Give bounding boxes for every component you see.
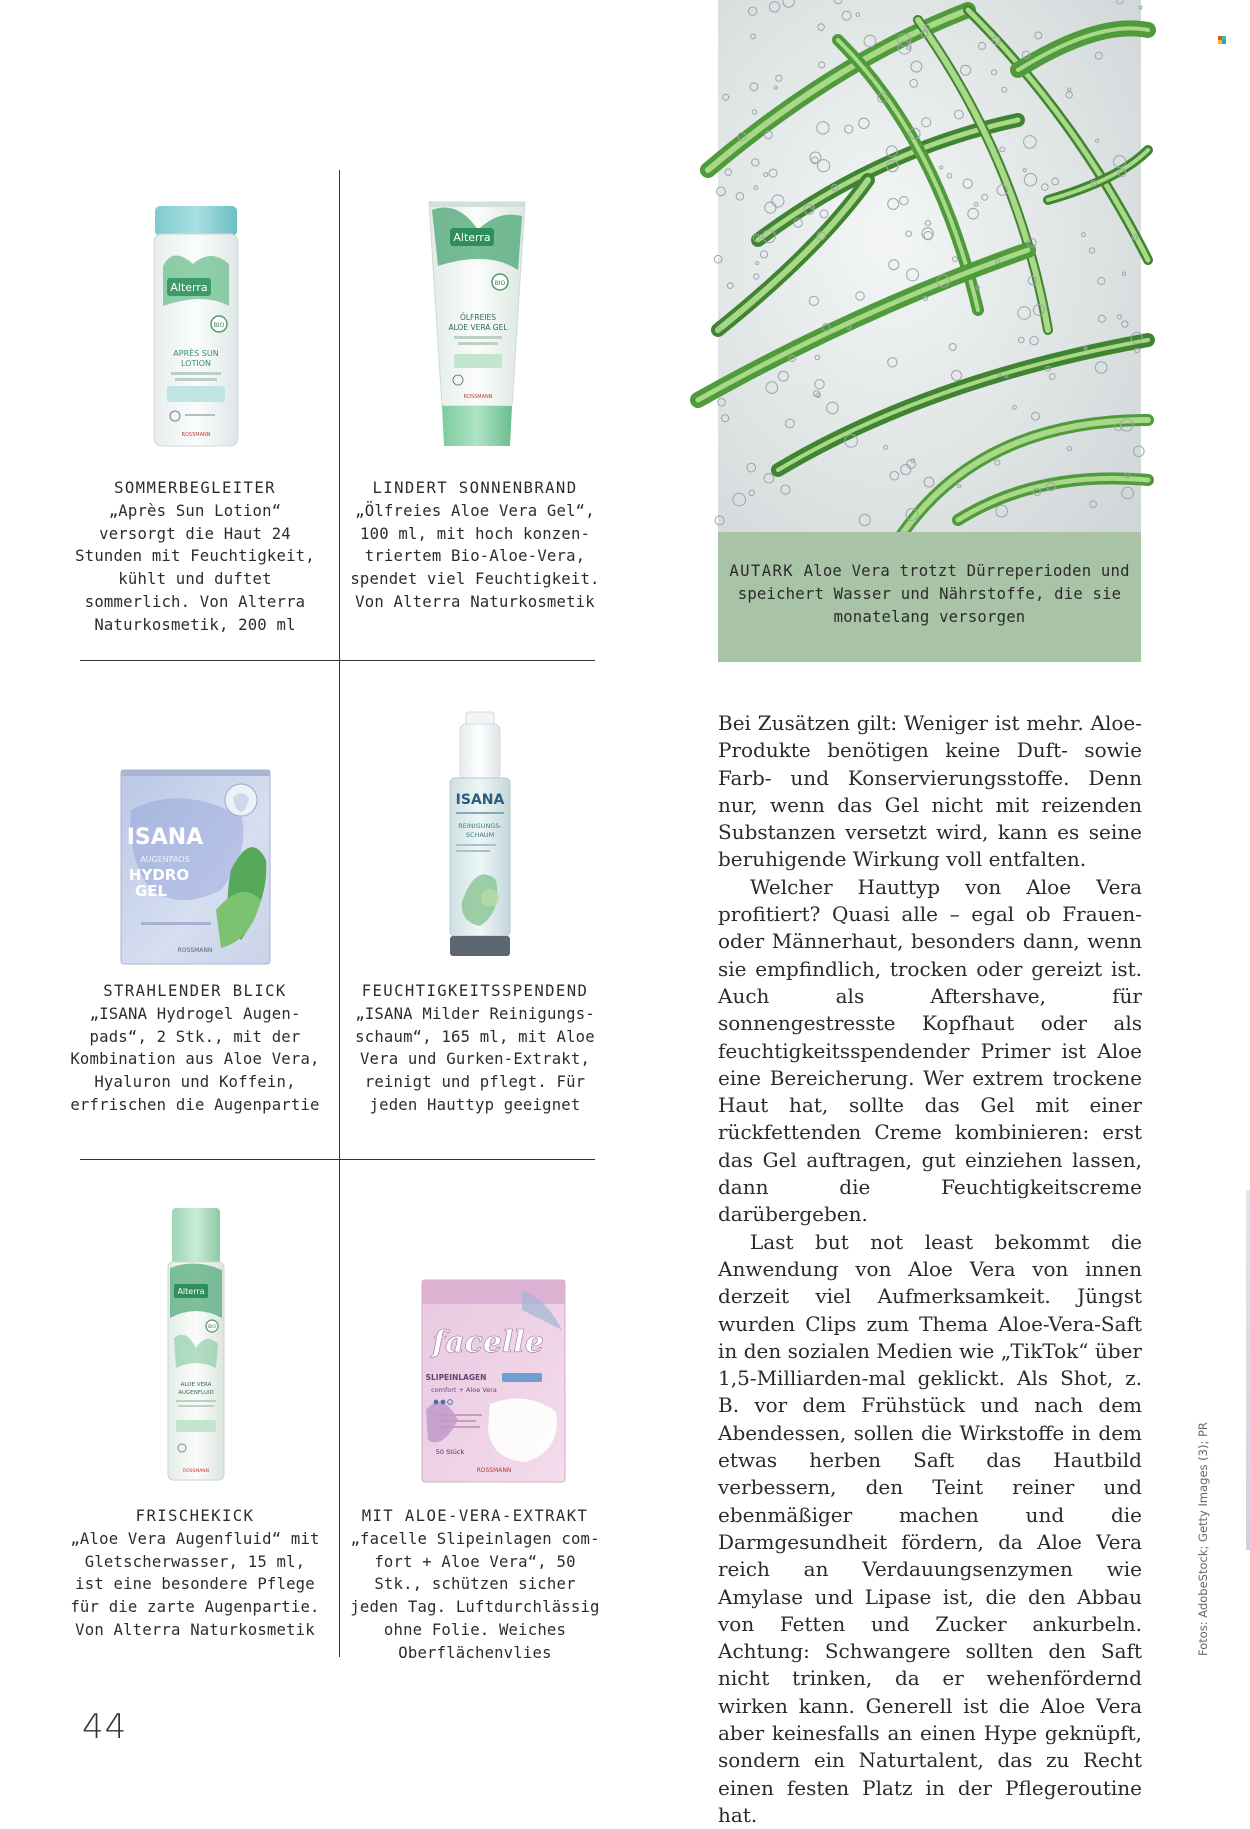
eye-pads-retailer: ROSSMANN <box>177 947 213 954</box>
apres-sun-brand: Alterra <box>170 281 208 294</box>
eye-pads-brand: ISANA <box>126 825 204 850</box>
foam-brand: ISANA <box>455 792 505 808</box>
apres-sun-label-line2: LOTION <box>181 359 211 368</box>
eye-fluid-retailer: ROSSMANN <box>182 1469 210 1474</box>
eye-pads-heading: STRAHLENDER BLICK <box>103 982 287 1000</box>
isana-foam-image <box>446 712 514 958</box>
liners-caption <box>350 1505 600 1665</box>
eye-pads-caption <box>70 980 320 1117</box>
eye-fluid-text: „Aloe Vera Augenfluid“ mit Gletscherwasser, 15 ml, ist eine besondere Pflege für die zarte Augenpartie. Von Alterra Naturkosmetik <box>70 1529 320 1639</box>
foam-label-line2: SCHAUM <box>465 831 495 839</box>
aloe-gel-bio-seal: BIO <box>494 280 506 287</box>
column-divider-vertical <box>339 170 340 1657</box>
eye-pads-label-line3: GEL <box>134 882 168 900</box>
article-paragraph-3: Last but not least bekommt die Anwendung von Aloe Vera von innen derzeit viel Aufmerksamkeit. Jüngst wurden Clips zum Thema Aloe-Vera-Saft in den sozialen Medien wie „TikTok“ über 1,5-Milliarden-mal geklickt. Als Shot, z. B. vor dem Frühstück und nach dem Abendessen, sollen die Wirkstoffe in dem etwas herben Saft das Hautbild verbessern, den Teint reiner und ebenmäßiger machen und die Darmgesundheit fördern, da Aloe Vera reich an Verdauungsenzymen wie Amylase und Lipase ist, die den Abbau von Fetten und Zucker ankurbeln. Achtung: Schwangere sollten den Saft nicht trinken, da er wehenfördernd wirken kann. Generell ist die Aloe Vera aber keinesfalls an einen Hype geknüpft, sondern ein Naturtalent, das zu Recht einen festen Platz in der Pflegeroutine hat. <box>718 1229 1142 1827</box>
hero-caption-text: Aloe Vera trotzt Dürreperioden und speichert Wasser und Nährstoffe, die sie monatelang versorgen <box>737 562 1130 626</box>
facelle-liners-image <box>422 1280 565 1482</box>
row-divider-1 <box>80 660 595 661</box>
eye-fluid-caption <box>70 1505 320 1642</box>
apres-sun-caption <box>70 477 320 637</box>
liners-brand: facelle <box>432 1325 544 1360</box>
eye-fluid-heading: FRISCHEKICK <box>135 1507 255 1525</box>
liners-label-line2: comfort + Aloe Vera <box>431 1386 497 1394</box>
row-divider-2 <box>80 1159 595 1160</box>
aloe-gel-heading: LINDERT SONNENBRAND <box>372 479 578 497</box>
foam-caption <box>350 980 600 1117</box>
eye-pads-label-line2: HYDRO <box>128 866 190 884</box>
aloe-vera-gel-image <box>428 200 526 448</box>
aloe-gel-brand: Alterra <box>453 231 491 244</box>
hero-caption-lead: AUTARK <box>729 562 795 580</box>
foam-heading: FEUCHTIGKEITSSPENDEND <box>361 982 589 1000</box>
apres-sun-label-line1: APRÈS SUN <box>173 349 219 358</box>
article-body <box>718 710 1142 1829</box>
eye-pads-label-line1: AUGENPADS <box>140 855 190 864</box>
page-edge-strip <box>1246 1190 1250 1550</box>
apres-sun-lotion-image <box>153 206 239 448</box>
eye-fluid-brand: Alterra <box>177 1287 205 1296</box>
aloe-vera-hero-photo <box>718 0 1141 532</box>
article-paragraph-1: Bei Zusätzen gilt: Weniger ist mehr. Aloe-Produkte benötigen keine Duft- sowie Farb- und Konservierungsstoffe. Denn nur, wenn das Gel nicht mit reizenden Substanzen versetzt wird, kann es seine beruhigende Wirkung voll entfalten. <box>718 711 1142 872</box>
aloe-gel-label-line2: ALOE VERA GEL <box>448 323 508 332</box>
eye-fluid-label-line2: AUGENFLUID <box>178 1390 214 1396</box>
eye-pads-text: „ISANA Hydrogel Augenpads“, 2 Stk., mit der Kombination aus Aloe Vera, Hyaluron und Koffein, erfrischen die Augenpartie <box>70 1004 320 1114</box>
eye-fluid-bio-seal: BIO <box>208 1325 216 1330</box>
aloe-gel-caption <box>350 477 600 614</box>
apres-sun-text: „Après Sun Lotion“ versorgt die Haut 24 Stunden mit Feuchtigkeit, kühlt und duftet sommerlich. Von Alterra Naturkosmetik, 200 ml <box>75 501 315 634</box>
liners-label-line1: SLIPEINLAGEN <box>425 1373 487 1382</box>
foam-label-line1: REINIGUNGS- <box>458 822 502 830</box>
liners-text: „facelle Slipeinlagen comfort + Aloe Vera“, 50 Stk., schützen sicher jeden Tag. Luftdurchlässig ohne Folie. Weiches Oberflächenvlies <box>350 1529 600 1662</box>
apres-sun-retailer: ROSSMANN <box>181 432 211 438</box>
color-mark-icon <box>1218 36 1226 44</box>
eye-fluid-label-line1: ALOE VERA <box>180 1382 212 1388</box>
photo-credit: Fotos: AdobeStock; Getty Images (3); PR <box>1196 1422 1210 1656</box>
liners-retailer: ROSSMANN <box>476 1467 512 1474</box>
apres-sun-bio-seal: BIO <box>213 322 225 329</box>
article-paragraph-2: Welcher Hauttyp von Aloe Vera profitiert? Quasi alle – egal ob Frauen- oder Männerhaut, besonders dann, wenn sie empfindlich, trocken oder gereizt ist. Auch als Aftershave, für sonnengestresste Kopfhaut oder als feuchtigkeitsspendender Primer ist Aloe eine Bereicherung. Wer extrem trockene Haut hat, sollte das Gel mit einer rückfettenden Creme kombinieren: erst das Gel auftragen, gut einziehen lassen, dann die Feuchtigkeitscreme darübergeben. <box>718 874 1142 1227</box>
apres-sun-heading: SOMMERBEGLEITER <box>114 479 276 497</box>
liners-count: 50 Stück <box>435 1448 465 1456</box>
alterra-eye-fluid-image <box>166 1208 226 1482</box>
aloe-gel-text: „Ölfreies Aloe Vera Gel“, 100 ml, mit hoch konzentriertem Bio-Aloe-Vera, spendet viel Feuchtigkeit. Von Alterra Naturkosmetik <box>350 501 600 611</box>
page-number: 44 <box>82 1707 128 1747</box>
isana-eye-pads-image <box>121 770 270 964</box>
foam-text: „ISANA Milder Reinigungsschaum“, 165 ml, mit Aloe Vera und Gurken-Extrakt, reinigt und pflegt. Für jeden Hauttyp geeignet <box>355 1004 595 1114</box>
liners-heading: MIT ALOE-VERA-EXTRAKT <box>361 1507 589 1525</box>
aloe-gel-retailer: ROSSMANN <box>463 394 493 400</box>
aloe-gel-label-line1: ÖLFREIES <box>459 313 497 322</box>
hero-caption <box>718 532 1141 662</box>
